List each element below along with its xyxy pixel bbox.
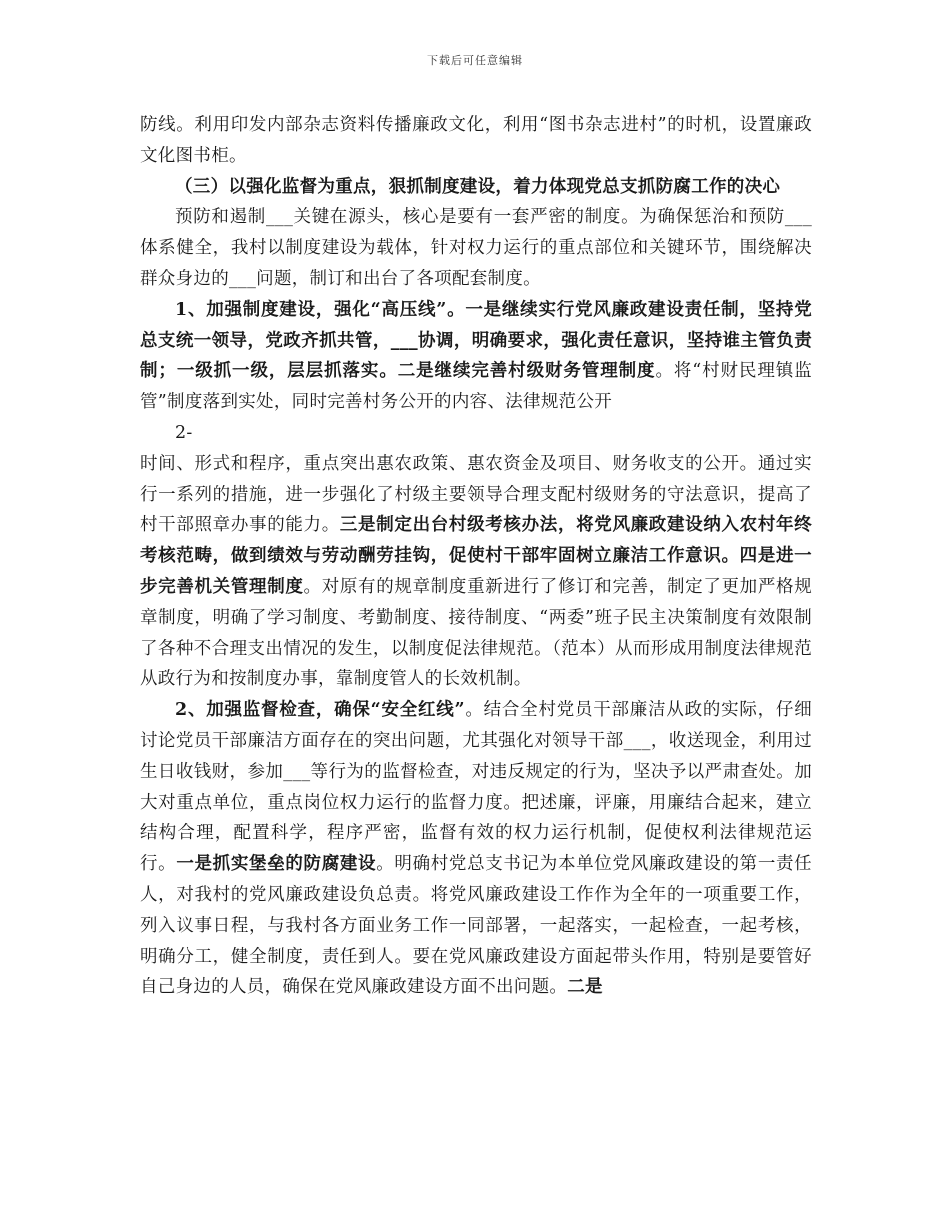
text-run-bold: 1、加强制度建设，强化“高压线”。一是继续实行党风廉政建设责任制，坚持党总支统一领导，党政齐抓共管，___协调，明确要求，强化责任意识，坚持谁主管负责制；一级抓一级，层层抓落实。二是继续完善村级财务管理制度 bbox=[140, 299, 812, 382]
paragraph-6 bbox=[140, 695, 812, 1003]
text-run: 防线。利用印发内部杂志资料传播廉政文化，利用“图书杂志进村”的时机，设置廉政文化图书柜。 bbox=[140, 115, 812, 166]
text-run: 预防和遏制___关键在源头，核心是要有一套严密的制度。为确保惩治和预防___体系健全，我村以制度建设为载体，针对权力运行的重点部位和关键环节，围绕解决群众身边的___问题，制订和出台了各项配套制度。 bbox=[140, 207, 812, 289]
paragraph-5 bbox=[140, 449, 812, 695]
page-number: 2- bbox=[175, 422, 193, 443]
text-run: 时间、形式和程序，重点突出惠农政策、惠农资金及项目、财务收支的公开。通过实行一系列的措施，进一步强化了村级主要领导合理支配村级财务的守法意识，提高了村干部照章办事的能力。 bbox=[140, 453, 812, 536]
page-header: 下载后可任意编辑 bbox=[427, 54, 523, 67]
text-run-bold: 二是 bbox=[567, 977, 603, 998]
paragraph-4 bbox=[140, 295, 812, 418]
paragraph-1 bbox=[140, 110, 812, 172]
text-run: 。将“村财民理镇监管”制度落到实处，同时完善村务公开的内容、法律规范公开 bbox=[140, 361, 812, 413]
text-run: 。明确村党总支书记为本单位党风廉政建设的第一责任人，对我村的党风廉政建设负总责。将党风廉政建设工作作为全年的一项重要工作，列入议事日程，与我村各方面业务工作一同部署，一起落实，一起检查，一起考核，明确分工，健全制度，责任到人。要在党风廉政建设方面起带头作用，特别是要管好自己身边的人员，确保在党风廉政建设方面不出问题。 bbox=[140, 854, 812, 998]
section-heading bbox=[140, 172, 812, 203]
text-run-bold: 三是制定出台村级考核办法，将党风廉政建设纳入农村年终考核范畴，做到绩效与劳动酬劳挂钩，促使村干部牢固树立廉洁工作意识。四是进一步完善机关管理制度 bbox=[140, 515, 812, 597]
document-body bbox=[140, 110, 812, 1003]
text-run-bold: （三）以强化监督为重点，狠抓制度建设，着力体现党总支抓防腐工作的决心 bbox=[175, 176, 781, 197]
text-run: 。对原有的规章制度重新进行了修订和完善，制定了更加严格规章制度，明确了学习制度、考勤制度、接待制度、“两委”班子民主决策制度有效限制了各种不合理支出情况的发生，以制度促法律规范。（范本）从而形成用制度法律规范从政行为和按制度办事，靠制度管人的长效机制。 bbox=[140, 576, 812, 690]
text-run-bold: 一是抓实堡垒的防腐建设 bbox=[176, 854, 377, 875]
paragraph-3 bbox=[140, 202, 812, 294]
text-run: 。结合全村党员干部廉洁从政的实际，仔细讨论党员干部廉洁方面存在的突出问题，尤其强化对领导干部___，收送现金，利用过生日收钱财，参加___等行为的监督检查，对违反规定的行为，坚决予以严肃查处。加大对重点单位，重点岗位权力运行的监督力度。把述廉，评廉，用廉结合起来，建立结构合理，配置科学，程序严密，监督有效的权力运行机制，促使权利法律规范运行。 bbox=[140, 700, 812, 875]
text-run-bold: 2、加强监督检查，确保“安全红线” bbox=[175, 700, 465, 721]
